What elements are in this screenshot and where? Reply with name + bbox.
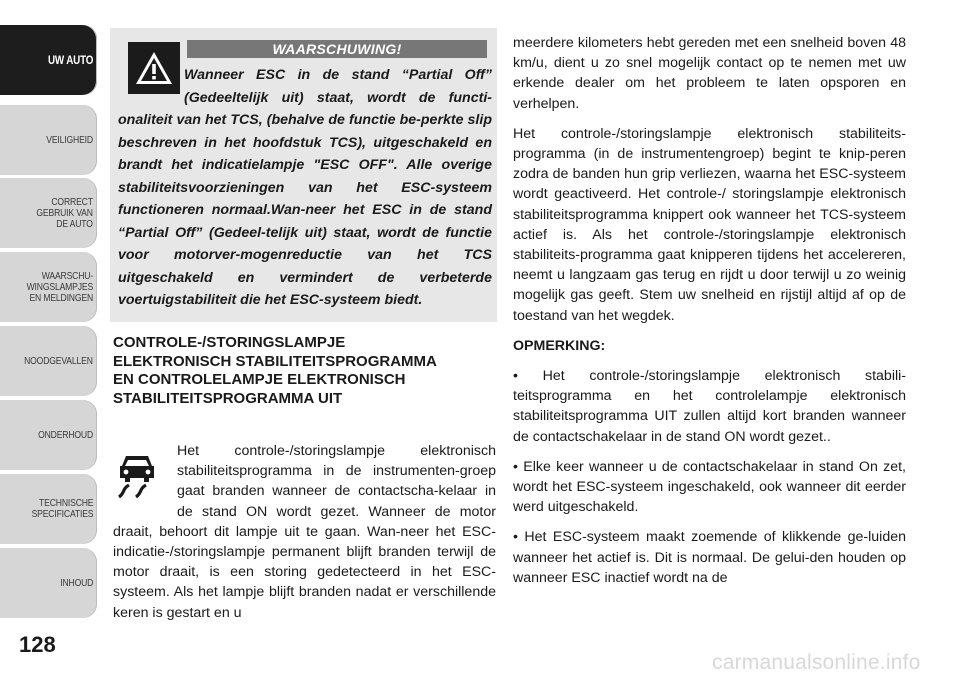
section-heading: CONTROLE-/STORINGSLAMPJE ELEKTRONISCH STABILITEITSPROGRAMMA EN CONTROLELAMPJE ELEKTRONISCH STABILITEITSPROGRAMMA UIT [113, 334, 437, 407]
tab-inhoud[interactable] [0, 548, 97, 618]
tab-onderhoud[interactable] [0, 400, 97, 470]
tab-correct-gebruik[interactable] [0, 178, 97, 248]
warning-text-block [118, 64, 492, 312]
tab-technische-specificaties[interactable] [0, 474, 97, 544]
left-body: Het controle-/storingslampje elektronisch stabiliteitsprogramma in de instrumenten-groep gaat branden wanneer de contactscha-kelaar in de stand ON wordt gezet. Wanneer de motor draait, behoort dit lampje uit te gaan. Wan-neer het ESC-indicatie-/storingslampje permanent blijft branden terwijl de motor draait, is een storing gedetecteerd in het ESC-systeem. Als het lampje blijft branden nadat er verschillende keren is gestart en u [113, 443, 496, 621]
tab-label: INHOUD [60, 576, 93, 589]
warning-title-bar [187, 40, 487, 58]
warning-box [110, 28, 497, 322]
watermark: carmanualsonline.info [712, 651, 921, 674]
tab-uw-auto[interactable] [0, 25, 97, 95]
bullet-item: • Het ESC-systeem maakt zoemende of klikkende ge-luiden wanneer het actief is. Dit is normaal. De gelui-den houden op wanneer ESC inactief wordt na de [513, 529, 906, 586]
tab-label: WAARSCHU- WINGSLAMPJES EN MELDINGEN [26, 269, 93, 304]
paragraph: meerdere kilometers hebt gereden met een snelheid boven 48 km/u, dient u zo snel mogelijk contact op te nemen met uw erkende dealer om het probleem te laten opsporen en verhelpen. [513, 35, 906, 112]
bullet-item: • Het controle-/storingslampje elektronisch stabili-teitsprogramma en het controlelampje elektronisch stabiliteitsprogramma UIT zullen altijd kort branden wanneer de contactschakelaar in de stand ON wordt gezet.. [513, 368, 906, 445]
tab-veiligheid[interactable] [0, 105, 97, 175]
left-body-text [113, 441, 496, 623]
bullet-item: • Elke keer wanneer u de contactschakelaar in stand On zet, wordt het ESC-systeem ingeschakeld, ook wanneer dit eerder werd uitgeschakeld. [513, 458, 906, 516]
right-column [513, 33, 906, 598]
tab-label: ONDERHOUD [38, 428, 93, 441]
tab-label: CORRECT GEBRUIK VAN DE AUTO [36, 195, 93, 230]
tab-label: VEILIGHEID [46, 133, 93, 146]
tab-label: NOODGEVALLEN [24, 354, 93, 367]
tab-noodgevallen[interactable] [0, 326, 97, 396]
warning-text: Wanneer ESC in de stand “Partial Off” (Gedeeltelijk uit) staat, wordt de functi-onaliteit van het TCS, (behalve de functie be-perkte slip beschreven in het hoofdstuk TCS), uitgeschakeld en brandt het indicatielampje "ESC OFF". Alle overige stabiliteitsvoorzieningen van het ESC-systeem functioneren normaal.Wan-neer het ESC in de stand “Partial Off” (Gedeel-telijk uit) staat, wordt de functie voor motorver-mogenreductie van het TCS uitgeschakeld en vermindert de verbeterde voertuigstabiliteit die het ESC-systeem biedt. [118, 67, 492, 308]
page-number: 128 [19, 632, 56, 657]
tab-label: UW AUTO [47, 52, 93, 67]
tab-waarschuwingslampjes[interactable] [0, 252, 97, 322]
note-label: OPMERKING: [513, 337, 606, 354]
warning-title: WAARSCHUWING! [272, 41, 402, 57]
tab-label: TECHNISCHE SPECIFICATIES [31, 497, 93, 520]
paragraph: Het controle-/storingslampje elektronisch stabiliteits-programma (in de instrumentengroep) begint te knip-peren zodra de banden hun grip verliezen, waarna het ESC-systeem wordt geactiveerd. Het controle-/ storingslampje elektronisch stabiliteitsprogramma knippert ook wanneer het TCS-systeem actief is. Als het controle-/storingslampje elektronisch stabiliteits-programma gaat knipperen tijdens het accelereren, neemt u langzaam gas terug en rijdt u door terwijl u zo weinig mogelijk gas geeft. Stem uw snelheid en rijstijl altijd af op de toestand van het wegdek. [513, 125, 906, 324]
